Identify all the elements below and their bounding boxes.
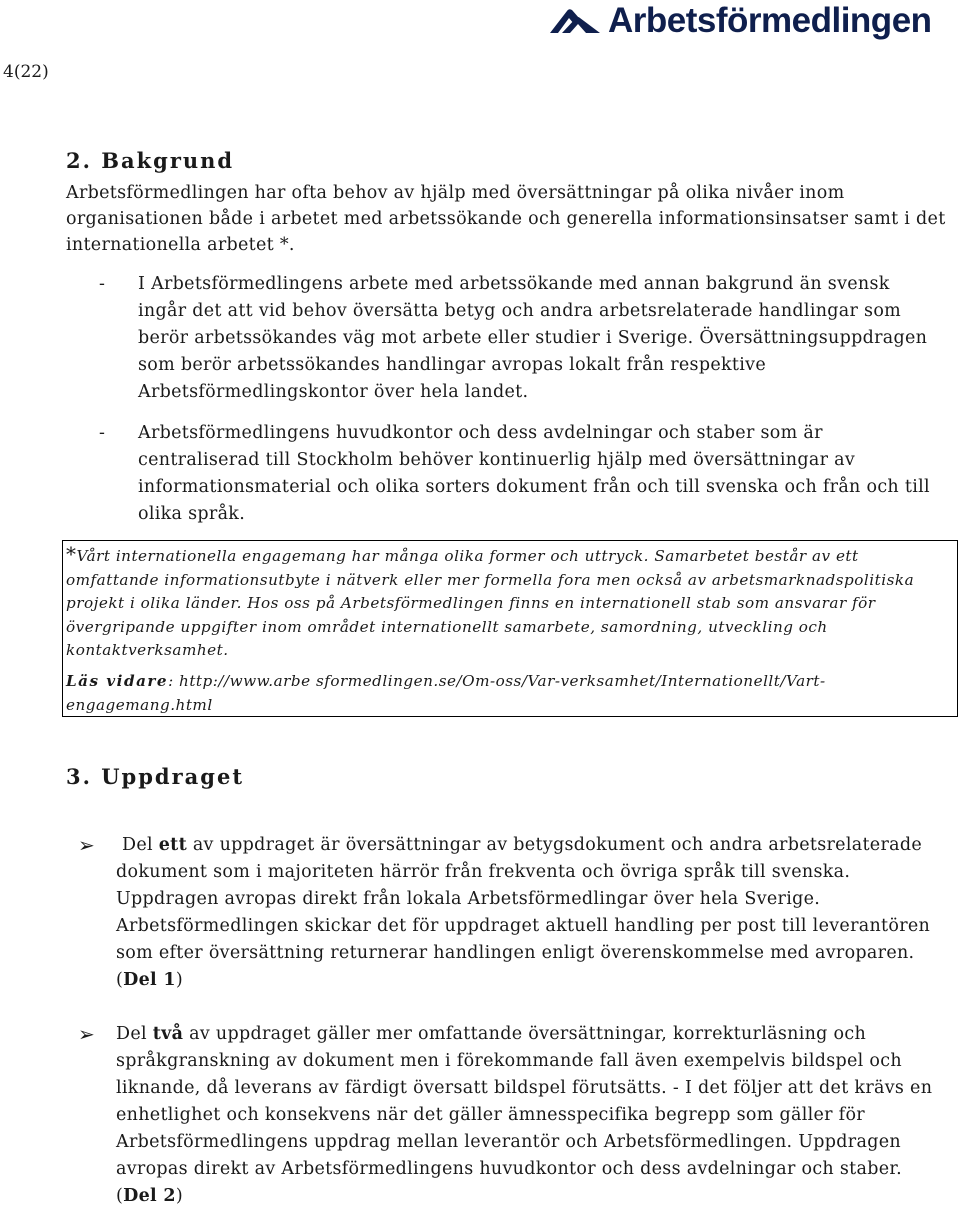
item-bold-word: ett	[158, 835, 187, 855]
item-close: )	[175, 970, 184, 990]
read-more-label: Läs vidare	[66, 671, 169, 690]
item-bold-word: två	[152, 1024, 184, 1044]
note-body: Vårt internationella engagemang har många olika former och uttryck. Samarbetet består av ett omfattande informationsutbyte i nätverk eller mer formella fora men också av arbetsmarknadspolitiska projekt i olika länder. Hos oss på Arbetsförmedlingen finns en internationell stab som ansvarar för övergripande uppgifter inom området internationellt samarbete, samordning, utveckling och kontaktverksamhet.	[66, 547, 915, 660]
read-more	[66, 670, 954, 717]
section-2-intro: Arbetsförmedlingen har ofta behov av hjälp med översättningar på olika nivåer inom organisationen både i arbetet med arbetssökande och generella informationsinsatser samt i det internationella arbetet *.	[66, 183, 946, 255]
list-item-text	[116, 832, 938, 994]
item-prefix: Del	[122, 835, 159, 855]
note-text	[66, 543, 954, 663]
logo-mark-icon	[548, 6, 602, 36]
list-item-text: Arbetsförmedlingens huvudkontor och dess avdelningar och staber som är centraliserad till Stockholm behöver kontinuerlig hjälp med översättningar av informationsmaterial och olika sorters dokument från och till svenska och från och till olika språk.	[138, 423, 930, 524]
list-item	[78, 832, 938, 994]
arrow-bullet-icon: ➢	[78, 1022, 96, 1046]
note-box	[62, 540, 958, 717]
section-2-heading: 2. Bakgrund	[66, 148, 235, 173]
asterisk: *	[66, 542, 77, 566]
list-item	[78, 1021, 938, 1210]
part-label: Del 1	[123, 970, 176, 990]
read-more-link[interactable]: http://www.arbe sformedlingen.se/Om-oss/Var-verksamhet/Internationellt/Vart-engagemang.html	[66, 671, 826, 714]
arrow-bullet-icon: ➢	[78, 833, 96, 857]
list-item-text	[116, 1021, 938, 1210]
item-close: )	[175, 1186, 184, 1206]
arbetsformedlingen-logo	[548, 3, 932, 39]
item-prefix: Del	[116, 1024, 153, 1044]
part-label: Del 2	[123, 1186, 176, 1206]
item-body: av uppdraget är översättningar av betygsdokument och andra arbetsrelaterade dokument som i majoriteten härrör från frekventa och övriga språk till svenska. Uppdragen avropas direkt från lokala Arbetsförmedlingar över hela Sverige. Arbetsförmedlingen skickar det för uppdraget aktuell handling per post till leverantören som efter översättning returnerar handlingen enligt överenskommelse med avroparen.(	[116, 835, 931, 990]
read-more-separator: :	[168, 671, 180, 690]
logo-text: Arbetsförmedlingen	[608, 1, 932, 40]
dash-bullet: -	[99, 423, 106, 443]
list-item	[99, 420, 939, 528]
item-body: av uppdraget gäller mer omfattande översättningar, korrekturläsning och språkgranskning av dokument men i förekommande fall även exempelvis bildspel och liknande, då leverans av färdigt översatt bildspel förutsätts. - I det följer att det krävs en enhetlighet och konsekvens när det gäller ämnesspecifika begrepp som gäller för Arbetsförmedlingens uppdrag mellan leverantör och Arbetsförmedlingen. Uppdragen avropas direkt av Arbetsförmedlingens huvudkontor och dess avdelningar och staber.(	[116, 1024, 933, 1206]
dash-bullet: -	[99, 274, 106, 294]
section-3-heading: 3. Uppdraget	[66, 764, 245, 789]
list-item	[99, 271, 939, 406]
list-item-text: I Arbetsförmedlingens arbete med arbetssökande med annan bakgrund än svensk ingår det att vid behov översätta betyg och andra arbetsrelaterade handlingar som berör arbetssökandes väg mot arbete eller studier i Sverige. Översättningsuppdragen som berör arbetssökandes handlingar avropas lokalt från respektive Arbetsförmedlingskontor över hela landet.	[138, 274, 928, 402]
page-number: 4(22)	[3, 62, 49, 82]
